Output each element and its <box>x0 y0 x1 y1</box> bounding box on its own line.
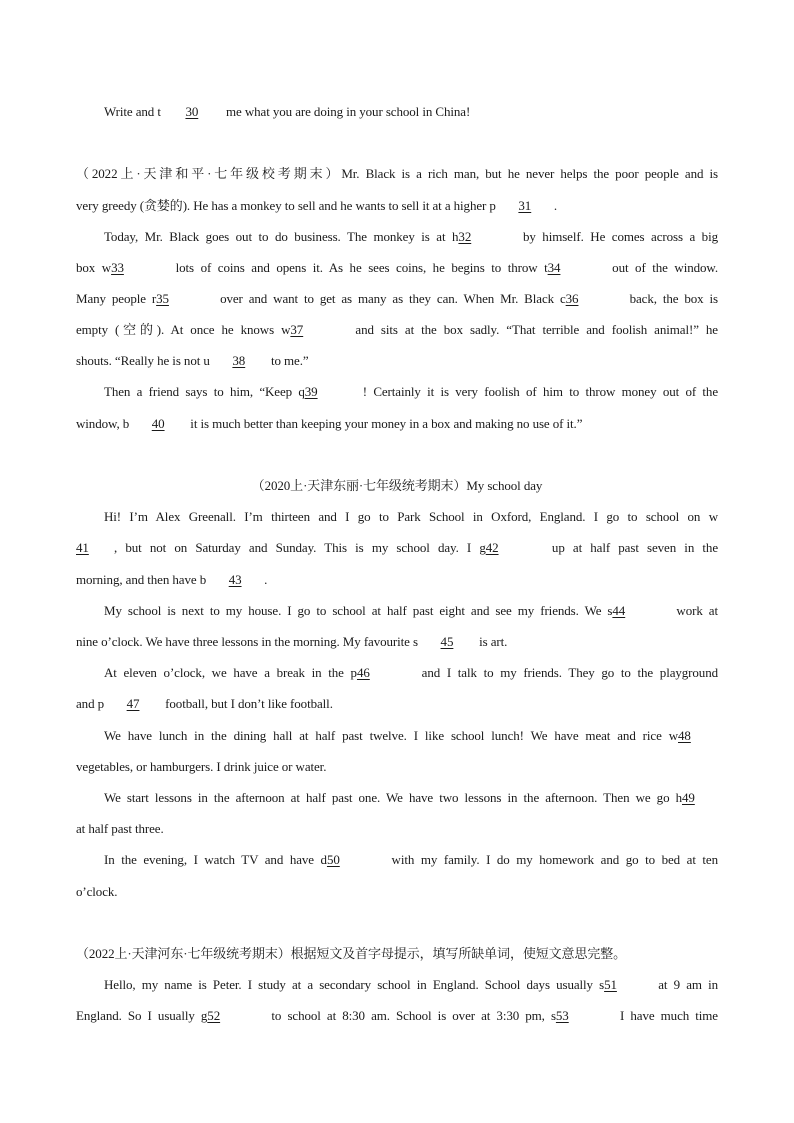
text-line <box>76 946 718 962</box>
text-segment: （2020上·天津东丽·七年级统考期末）My school day <box>251 478 543 493</box>
text-segment: England. So I usually g <box>76 1008 208 1023</box>
text-segment: , but not on Saturday and Sunday. This is my school day. I g <box>114 540 486 555</box>
text-segment: very greedy (贪婪的). He has a monkey to sell and he wants to sell it at a higher p <box>76 198 496 213</box>
text-segment: box w <box>76 260 112 275</box>
answer-blank-40[interactable]: 40 <box>151 416 165 431</box>
text-segment: . <box>264 572 268 587</box>
text-segment: morning, and then have b <box>76 572 207 587</box>
answer-blank-51[interactable]: 51 <box>604 977 617 992</box>
text-line <box>104 229 718 245</box>
answer-blank-50[interactable]: 50 <box>326 852 340 867</box>
text-line <box>76 1008 718 1024</box>
text-line <box>76 540 718 556</box>
answer-blank-49[interactable]: 49 <box>682 790 695 805</box>
text-segment: . <box>553 198 557 213</box>
text-segment: Hi! I’m Alex Greenall. I’m thirteen and I go to Park School in Oxford, England. I go to school on w <box>104 509 718 524</box>
text-line <box>104 603 718 619</box>
text-line <box>76 821 718 837</box>
answer-blank-32[interactable]: 32 <box>458 229 472 244</box>
text-segment: over and want to get as many as they can. When Mr. Black c <box>214 291 566 306</box>
text-line <box>104 977 718 993</box>
answer-blank-48[interactable]: 48 <box>678 728 691 743</box>
text-segment: out of the window. <box>605 260 718 275</box>
text-segment: ! Certainly it is very foolish of him to throw money out of the <box>362 384 718 399</box>
text-line <box>76 198 718 214</box>
text-line <box>76 166 718 182</box>
answer-blank-47[interactable]: 47 <box>126 696 140 711</box>
text-segment: vegetables, or hamburgers. I drink juice or water. <box>76 759 327 774</box>
text-segment: My school is next to my house. I go to school at half past eight and see my friends. We s <box>104 603 613 618</box>
text-line <box>76 353 718 369</box>
text-segment: to school at 8:30 am. School is over at 3:30 pm, s <box>265 1008 556 1023</box>
answer-blank-38[interactable]: 38 <box>232 353 246 368</box>
text-line <box>76 634 718 650</box>
text-segment: empty (空的). At once he knows w <box>76 322 291 337</box>
text-segment: （2022上·天津河东·七年级统考期末）根据短文及首字母提示，填写所缺单词，使短文意思完整。 <box>76 946 627 961</box>
text-segment: lots of coins and opens it. As he sees coins, he begins to throw t <box>169 260 548 275</box>
text-segment: is art. <box>475 634 508 649</box>
text-segment: at 9 am in <box>652 977 718 992</box>
text-line <box>76 884 718 900</box>
text-segment: it is much better than keeping your money in a box and making no use of it.” <box>187 416 583 431</box>
text-line <box>104 665 718 681</box>
text-line <box>104 728 718 744</box>
text-segment: nine o’clock. We have three lessons in the morning. My favourite s <box>76 634 418 649</box>
text-segment: At eleven o’clock, we have a break in the p <box>104 665 357 680</box>
text-segment: by himself. He comes across a big <box>516 229 718 244</box>
text-line <box>104 852 718 868</box>
text-segment: with my family. I do my homework and go to bed at ten <box>384 852 719 867</box>
answer-blank-43[interactable]: 43 <box>228 572 242 587</box>
text-segment: Today, Mr. Black goes out to do business. The monkey is at h <box>104 229 459 244</box>
text-line <box>104 790 718 806</box>
answer-blank-45[interactable]: 45 <box>440 634 454 649</box>
text-line <box>104 509 718 525</box>
answer-blank-34[interactable]: 34 <box>547 260 561 275</box>
text-line <box>76 291 718 307</box>
text-line <box>76 416 718 432</box>
answer-blank-36[interactable]: 36 <box>565 291 579 306</box>
text-line <box>104 384 718 400</box>
text-line <box>76 696 718 712</box>
text-segment: work at <box>670 603 718 618</box>
text-line <box>104 104 718 120</box>
text-segment: to me.” <box>267 353 309 368</box>
text-line <box>76 759 718 775</box>
text-segment: shouts. “Really he is not u <box>76 353 210 368</box>
answer-blank-31[interactable]: 31 <box>518 198 532 213</box>
answer-blank-53[interactable]: 53 <box>555 1008 569 1023</box>
text-segment: Then a friend says to him, “Keep q <box>104 384 305 399</box>
text-segment: o’clock. <box>76 884 118 899</box>
text-segment: Many people r <box>76 291 157 306</box>
text-segment: We have lunch in the dining hall at half past twelve. I like school lunch! We have meat and rice w <box>104 728 678 743</box>
text-segment: We start lessons in the afternoon at half past one. We have two lessons in the afternoon. Then we go h <box>104 790 682 805</box>
text-segment: up at half past seven in the <box>543 540 718 555</box>
answer-blank-42[interactable]: 42 <box>485 540 499 555</box>
answer-blank-35[interactable]: 35 <box>156 291 169 306</box>
text-segment: （2022上·天津和平·七年级校考期末）Mr. Black is a rich man, but he never helps the poor people and is <box>76 166 718 181</box>
answer-blank-33[interactable]: 33 <box>111 260 124 275</box>
answer-blank-39[interactable]: 39 <box>304 384 318 399</box>
text-segment: Hello, my name is Peter. I study at a secondary school in England. School days usually s <box>104 977 605 992</box>
text-line <box>76 478 718 494</box>
text-segment: and I talk to my friends. They go to the playground <box>414 665 719 680</box>
text-segment: football, but I don’t like football. <box>162 696 333 711</box>
answer-blank-46[interactable]: 46 <box>356 665 370 680</box>
text-segment: at half past three. <box>76 821 164 836</box>
text-segment: and sits at the box sadly. “That terrible and foolish animal!” he <box>348 322 718 337</box>
answer-blank-30[interactable]: 30 <box>185 104 199 119</box>
text-segment: and p <box>76 696 105 711</box>
text-segment: Write and t <box>104 104 161 119</box>
answer-blank-52[interactable]: 52 <box>207 1008 221 1023</box>
text-segment: window, b <box>76 416 130 431</box>
text-segment: me what you are doing in your school in China! <box>222 104 471 119</box>
answer-blank-44[interactable]: 44 <box>612 603 626 618</box>
text-segment: In the evening, I watch TV and have d <box>104 852 327 867</box>
answer-blank-41[interactable]: 41 <box>76 540 89 555</box>
text-line <box>76 260 718 276</box>
text-line <box>76 322 718 338</box>
answer-blank-37[interactable]: 37 <box>290 322 304 337</box>
text-segment: I have much time <box>613 1008 718 1023</box>
text-segment: back, the box is <box>623 291 718 306</box>
text-line <box>76 572 718 588</box>
